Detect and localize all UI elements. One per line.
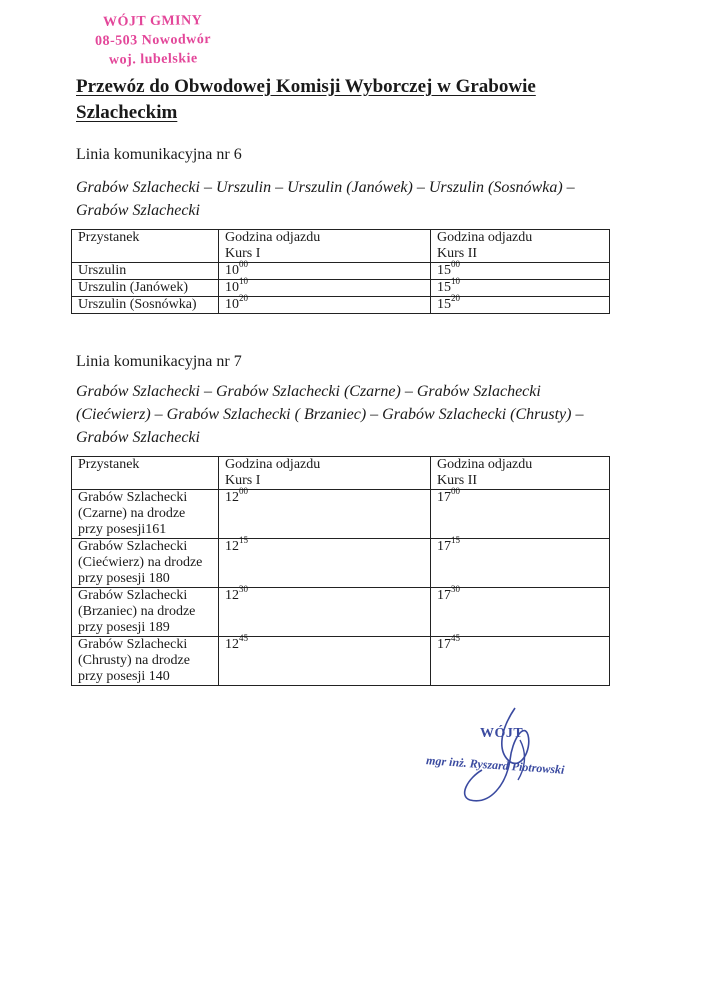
stop-cell [72,588,219,637]
time-cell-course-1 [219,535,431,588]
minute: 10 [239,276,248,287]
time-cell-course-1 [219,633,431,686]
header-course-1 [219,457,431,490]
minute: 00 [451,486,460,497]
header-stop: Przystanek [72,457,219,490]
header-course-2-line2: Kurs II [437,473,478,488]
line7-route: Grabów Szlachecki – Grabów Szlachecki (Czarne) – Grabów Szlachecki (Ciećwierz) – Grabów Szlachecki ( Brzaniec) – Grabów Szlachecki (Chrusty) – Grabów Szlachecki [76,383,584,446]
stop-cell: Urszulin [72,263,219,280]
time-cell-course-1 [219,276,431,297]
header-course-2-line2: Kurs II [437,246,478,261]
line7-heading: Linia komunikacyjna nr 7 [76,353,242,370]
stop-line-2: (Czarne) na drodze [78,506,186,521]
minute: 20 [451,293,460,304]
hour: 17 [437,637,451,652]
hour: 10 [225,280,239,295]
header-course-1-line1: Godzina odjazdu [225,457,321,472]
table-row [72,263,610,280]
line6-heading: Linia komunikacyjna nr 6 [76,146,242,163]
time-cell-course-2 [431,486,610,539]
table-row [72,297,610,314]
hour: 17 [437,490,451,505]
minute: 10 [451,276,460,287]
minute: 30 [239,584,248,595]
minute: 00 [239,259,248,270]
time-cell-course-1 [219,584,431,637]
minute: 45 [239,633,248,644]
hour: 15 [437,280,451,295]
stop-line-3: przy posesji 140 [78,669,170,684]
time-cell-course-2 [431,633,610,686]
stamp-line-1: WÓJT GMINY [102,13,203,30]
table-header-row [72,230,610,263]
minute: 45 [451,633,460,644]
stop-cell [72,490,219,539]
stamp-line-2: 08-503 Nowodwór [94,31,212,50]
stop-line-2: (Chrusty) na drodze [78,653,190,668]
table-row [72,588,610,637]
hour: 10 [225,297,239,312]
stop-line-2: (Brzaniec) na drodze [78,604,196,619]
time-cell-course-1 [219,293,431,314]
time-cell-course-2 [431,535,610,588]
line6-timetable [71,229,610,314]
document-title: Przewóz do Obwodowej Komisji Wyborczej w Grabowie Szlacheckim [76,76,536,123]
stop-cell [72,539,219,588]
stop-line-1: Grabów Szlachecki [78,637,188,652]
table-header-row [72,457,610,490]
hour: 17 [437,588,451,603]
stop-cell [72,637,219,686]
hour: 15 [437,263,451,278]
stop-line-3: przy posesji 189 [78,620,170,635]
time-cell-course-2 [431,293,610,314]
hour: 12 [225,588,239,603]
minute: 15 [239,535,248,546]
stamp-line-3: woj. lubelskie [108,51,198,68]
line7-timetable [71,456,610,686]
stop-line-1: Grabów Szlachecki [78,490,188,505]
stop-line-3: przy posesji 180 [78,571,170,586]
minute: 00 [239,486,248,497]
header-course-1-line1: Godzina odjazdu [225,230,321,245]
time-cell-course-2 [431,584,610,637]
stop-cell: Urszulin (Janówek) [72,280,219,297]
hour: 10 [225,263,239,278]
header-course-2-line1: Godzina odjazdu [437,230,533,245]
header-course-1-line2: Kurs I [225,246,261,261]
municipality-stamp [78,11,229,71]
stop-line-2: (Ciećwierz) na drodze [78,555,203,570]
hour: 12 [225,539,239,554]
hour: 12 [225,637,239,652]
stop-cell: Urszulin (Sosnówka) [72,297,219,314]
header-course-2-line1: Godzina odjazdu [437,457,533,472]
header-course-2 [431,457,610,490]
minute: 20 [239,293,248,304]
header-course-1-line2: Kurs I [225,473,261,488]
hour: 17 [437,539,451,554]
stop-line-3: przy posesji161 [78,522,167,537]
signature-stamp-title: WÓJT [480,726,524,741]
table-row [72,539,610,588]
hour: 12 [225,490,239,505]
line6-route: Grabów Szlachecki – Urszulin – Urszulin (Janówek) – Urszulin (Sosnówka) – Grabów Szlachecki [76,179,575,219]
table-row [72,280,610,297]
signature-name: mgr inż. Ryszard Piotrowski [425,753,565,777]
header-course-1 [219,230,431,263]
stop-line-1: Grabów Szlachecki [78,588,188,603]
table-row [72,637,610,686]
minute: 15 [451,535,460,546]
time-cell-course-1 [219,486,431,539]
time-cell-course-1 [219,259,431,280]
hour: 15 [437,297,451,312]
stop-line-1: Grabów Szlachecki [78,539,188,554]
minute: 30 [451,584,460,595]
table-row [72,490,610,539]
header-course-2 [431,230,610,263]
minute: 00 [451,259,460,270]
header-stop: Przystanek [72,230,219,263]
